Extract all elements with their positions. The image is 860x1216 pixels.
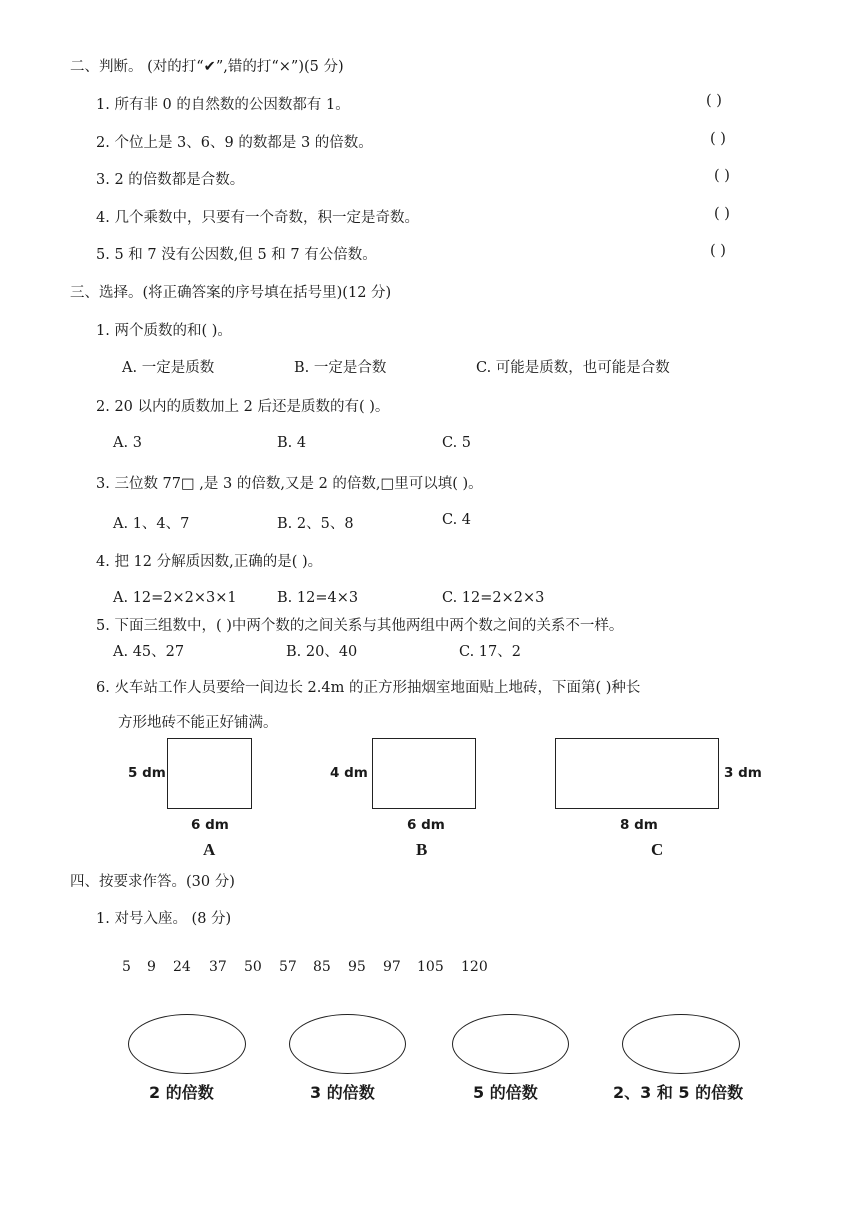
number-item[interactable]: 120	[461, 959, 488, 975]
oval-label-4: 2、3 和 5 的倍数	[613, 1083, 744, 1102]
number-item[interactable]: 50	[244, 959, 262, 975]
number-item[interactable]: 85	[313, 959, 331, 975]
figure-c-side-label: 3 dm	[724, 765, 762, 781]
choice-3-option-c[interactable]: C. 4	[442, 512, 472, 528]
figure-c-bottom-label: 8 dm	[620, 817, 658, 833]
answer-oval-multiples-of-3[interactable]	[289, 1014, 406, 1074]
judge-item-4: 4. 几个乘数中，只要有一个奇数，积一定是奇数。	[96, 210, 419, 226]
figure-c-letter: C	[651, 840, 664, 859]
choice-4-option-c[interactable]: C. 12=2×2×3	[442, 590, 545, 606]
section-2-heading: 二、判断。 (对的打“✔”,错的打“×”)(5 分)	[70, 59, 344, 75]
number-item[interactable]: 57	[279, 959, 297, 975]
figure-a-bottom-label: 6 dm	[191, 817, 229, 833]
rectangle-b	[372, 738, 476, 809]
choice-question-5: 5. 下面三组数中，( )中两个数的之间关系与其他两组中两个数之间的关系不一样。	[96, 618, 624, 634]
section-3-heading: 三、选择。(将正确答案的序号填在括号里)(12 分)	[70, 285, 392, 301]
judge-answer-4[interactable]: ( )	[714, 206, 730, 222]
choice-1-option-a[interactable]: A. 一定是质数	[122, 360, 215, 376]
choice-question-6-line1: 6. 火车站工作人员要给一间边长 2.4m 的正方形抽烟室地面贴上地砖，下面第( )种长	[96, 680, 641, 696]
judge-item-3: 3. 2 的倍数都是合数。	[96, 172, 245, 188]
answer-oval-multiples-of-2[interactable]	[128, 1014, 246, 1074]
choice-3-option-a[interactable]: A. 1、4、7	[113, 516, 190, 532]
sort-question-title: 1. 对号入座。 (8 分)	[96, 911, 232, 927]
number-item[interactable]: 97	[383, 959, 401, 975]
choice-5-option-b[interactable]: B. 20、40	[286, 644, 358, 660]
choice-2-option-b[interactable]: B. 4	[277, 435, 307, 451]
figure-b-bottom-label: 6 dm	[407, 817, 445, 833]
judge-answer-5[interactable]: ( )	[710, 243, 726, 259]
figure-a-side-label: 5 dm	[128, 765, 166, 781]
choice-1-option-c[interactable]: C. 可能是质数，也可能是合数	[476, 360, 670, 376]
judge-answer-2[interactable]: ( )	[710, 131, 726, 147]
choice-1-option-b[interactable]: B. 一定是合数	[294, 360, 387, 376]
choice-question-4: 4. 把 12 分解质因数,正确的是( )。	[96, 554, 323, 570]
number-item[interactable]: 105	[417, 959, 444, 975]
rectangle-a	[167, 738, 252, 809]
figure-a-letter: A	[203, 840, 216, 859]
judge-item-1: 1. 所有非 0 的自然数的公因数都有 1。	[96, 97, 350, 113]
judge-answer-1[interactable]: ( )	[706, 93, 722, 109]
choice-2-option-c[interactable]: C. 5	[442, 435, 472, 451]
answer-oval-multiples-of-2-3-5[interactable]	[622, 1014, 740, 1074]
oval-label-1: 2 的倍数	[149, 1083, 214, 1102]
choice-3-option-b[interactable]: B. 2、5、8	[277, 516, 354, 532]
judge-answer-3[interactable]: ( )	[714, 168, 730, 184]
choice-question-1: 1. 两个质数的和( )。	[96, 323, 232, 339]
oval-label-2: 3 的倍数	[310, 1083, 375, 1102]
section-4-heading: 四、按要求作答。(30 分)	[70, 874, 235, 890]
judge-item-2: 2. 个位上是 3、6、9 的数都是 3 的倍数。	[96, 135, 373, 151]
choice-question-6-line2: 方形地砖不能正好铺满。	[118, 715, 278, 731]
figure-b-side-label: 4 dm	[330, 765, 368, 781]
choice-5-option-c[interactable]: C. 17、2	[459, 644, 521, 660]
choice-2-option-a[interactable]: A. 3	[113, 435, 142, 451]
number-item[interactable]: 5	[122, 959, 131, 975]
choice-question-2: 2. 20 以内的质数加上 2 后还是质数的有( )。	[96, 399, 390, 415]
choice-5-option-a[interactable]: A. 45、27	[113, 644, 185, 660]
choice-question-3: 3. 三位数 77□ ,是 3 的倍数,又是 2 的倍数,□里可以填( )。	[96, 476, 483, 492]
choice-4-option-b[interactable]: B. 12=4×3	[277, 590, 359, 606]
figure-b-letter: B	[416, 840, 428, 859]
number-item[interactable]: 9	[147, 959, 156, 975]
number-item[interactable]: 24	[173, 959, 191, 975]
number-item[interactable]: 95	[348, 959, 366, 975]
choice-4-option-a[interactable]: A. 12=2×2×3×1	[113, 590, 237, 606]
oval-label-3: 5 的倍数	[473, 1083, 538, 1102]
judge-item-5: 5. 5 和 7 没有公因数,但 5 和 7 有公倍数。	[96, 247, 377, 263]
answer-oval-multiples-of-5[interactable]	[452, 1014, 569, 1074]
rectangle-c	[555, 738, 719, 809]
number-item[interactable]: 37	[209, 959, 227, 975]
